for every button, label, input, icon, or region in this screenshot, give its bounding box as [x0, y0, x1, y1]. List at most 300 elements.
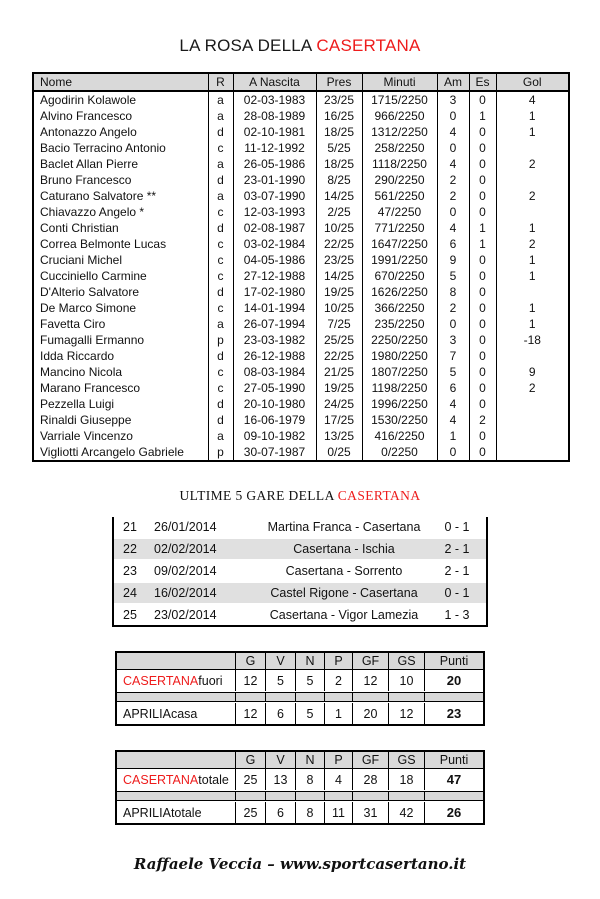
matches-heading [0, 488, 600, 504]
roster-cell: 2 [469, 412, 496, 428]
standings-team-cell [117, 769, 235, 790]
match-teams: Casertana - Ischia [293, 542, 395, 556]
roster-cell: 2250/2250 [362, 332, 437, 348]
roster-cell: 7 [437, 348, 469, 364]
standings-value-cell: 18 [388, 769, 424, 790]
roster-cell: 0 [469, 124, 496, 140]
roster-table [32, 72, 570, 462]
standings-header-cell: P [324, 653, 352, 669]
standings-points-cell: 23 [424, 703, 483, 724]
roster-cell: 7/25 [316, 316, 362, 332]
roster-header-cell: Am [437, 73, 469, 91]
roster-cell: 10/25 [316, 220, 362, 236]
roster-cell: 1 [496, 220, 569, 236]
roster-cell: 20-10-1980 [233, 396, 316, 412]
roster-cell: 14/25 [316, 268, 362, 284]
table-row [33, 300, 569, 316]
roster-cell: 9 [496, 364, 569, 380]
standings-value-cell: 2 [324, 670, 352, 691]
roster-cell: d [208, 220, 233, 236]
roster-cell: 25/25 [316, 332, 362, 348]
match-score: 1 - 3 [444, 608, 470, 622]
roster-cell: Vigliotti Arcangelo Gabriele [40, 445, 184, 459]
table-row [33, 348, 569, 364]
roster-cell: 1626/2250 [362, 284, 437, 300]
roster-cell: 2 [437, 300, 469, 316]
roster-cell: 27-05-1990 [233, 380, 316, 396]
roster-cell: 0 [469, 396, 496, 412]
standings-header-cell: N [295, 752, 324, 768]
roster-cell: 02-10-1981 [233, 124, 316, 140]
standings-value-cell: 25 [235, 769, 265, 790]
matches-heading-prefix: ULTIME 5 GARE DELLA [179, 488, 338, 503]
roster-cell: c [208, 252, 233, 268]
roster-cell: Marano Francesco [40, 381, 141, 395]
roster-cell: 08-03-1984 [233, 364, 316, 380]
roster-cell: 23-03-1982 [233, 332, 316, 348]
roster-cell: 561/2250 [362, 188, 437, 204]
roster-cell [496, 428, 569, 444]
table-row [33, 364, 569, 380]
match-score: 0 - 1 [444, 586, 470, 600]
standings-header-cell [117, 653, 235, 669]
roster-cell: 1 [469, 236, 496, 252]
standings-spacer-cell [235, 792, 265, 800]
roster-cell: c [208, 268, 233, 284]
roster-header [33, 73, 569, 91]
roster-cell [496, 444, 569, 461]
team-suffix: casa [170, 706, 198, 721]
roster-cell: 28-08-1989 [233, 108, 316, 124]
roster-cell: 0 [469, 284, 496, 300]
roster-cell: 3 [437, 332, 469, 348]
roster-cell: Mancino Nicola [40, 365, 123, 379]
roster-cell: 0 [437, 204, 469, 220]
roster-cell: D'Alterio Salvatore [40, 285, 139, 299]
match-row [114, 561, 486, 581]
match-row [114, 517, 486, 537]
roster-cell: 5/25 [316, 140, 362, 156]
roster-cell: 0 [437, 108, 469, 124]
roster-cell: 02-03-1983 [233, 91, 316, 108]
roster-header-cell: Nome [33, 73, 208, 91]
roster-cell: 19/25 [316, 380, 362, 396]
roster-cell: 0 [469, 140, 496, 156]
standings-table-total [115, 750, 485, 825]
roster-cell [496, 284, 569, 300]
roster-cell: 02-08-1987 [233, 220, 316, 236]
standings-value-cell: 6 [265, 703, 295, 724]
roster-cell: Antonazzo Angelo [40, 125, 137, 139]
roster-cell: 366/2250 [362, 300, 437, 316]
roster-cell: 0 [469, 444, 496, 461]
match-date: 26/01/2014 [154, 520, 217, 534]
roster-cell: 1996/2250 [362, 396, 437, 412]
match-teams: Casertana - Vigor Lamezia [269, 608, 419, 622]
page-title-prefix: LA ROSA DELLA [179, 36, 317, 55]
table-row [33, 156, 569, 172]
team-suffix: totale [170, 805, 202, 820]
roster-cell: 0 [469, 316, 496, 332]
standings-header-cell: GS [388, 653, 424, 669]
roster-cell: Correa Belmonte Lucas [40, 237, 167, 251]
roster-cell: Pezzella Luigi [40, 397, 115, 411]
matches-table [112, 517, 488, 627]
roster-cell: 1 [469, 108, 496, 124]
roster-cell: 24/25 [316, 396, 362, 412]
roster-cell: 258/2250 [362, 140, 437, 156]
table-row [33, 91, 569, 108]
table-row [33, 412, 569, 428]
roster-cell: 04-05-1986 [233, 252, 316, 268]
standings-value-cell: 13 [265, 769, 295, 790]
roster-cell: 235/2250 [362, 316, 437, 332]
roster-cell: 8 [437, 284, 469, 300]
roster-cell: 2 [496, 236, 569, 252]
roster-cell: 0 [469, 91, 496, 108]
standings-header-cell: GS [388, 752, 424, 768]
roster-cell: Rinaldi Giuseppe [40, 413, 132, 427]
matches-heading-team: CASERTANA [337, 488, 421, 503]
standings-value-cell: 20 [352, 703, 388, 724]
match-number: 23 [123, 564, 137, 578]
page-title [0, 36, 600, 56]
roster-cell: 26-05-1986 [233, 156, 316, 172]
roster-cell: 0 [469, 156, 496, 172]
match-date: 23/02/2014 [154, 608, 217, 622]
roster-cell: 4 [437, 412, 469, 428]
standings-spacer-cell [117, 792, 235, 800]
standings-header-cell [117, 752, 235, 768]
roster-cell: Agodirin Kolawole [40, 93, 137, 107]
roster-cell: 11-12-1992 [233, 140, 316, 156]
roster-cell: 1312/2250 [362, 124, 437, 140]
standings-value-cell: 12 [235, 703, 265, 724]
roster-cell: 1 [496, 108, 569, 124]
standings-spacer-cell [295, 792, 324, 800]
roster-cell: Baclet Allan Pierre [40, 157, 139, 171]
standings-spacer-cell [265, 792, 295, 800]
roster-cell: 26-12-1988 [233, 348, 316, 364]
table-row [33, 124, 569, 140]
roster-cell: Cucciniello Carmine [40, 269, 147, 283]
match-score: 0 - 1 [444, 520, 470, 534]
table-row [33, 268, 569, 284]
standings-spacer-row [117, 692, 483, 702]
team-name: CASERTANA [123, 772, 199, 787]
standings-value-cell: 6 [265, 802, 295, 823]
roster-cell: 18/25 [316, 156, 362, 172]
roster-header-cell: Gol [496, 73, 569, 91]
standings-spacer-cell [295, 693, 324, 701]
standings-header-cell: N [295, 653, 324, 669]
roster-cell: d [208, 412, 233, 428]
roster-cell: 0 [469, 188, 496, 204]
roster-cell [496, 172, 569, 188]
roster-cell: 0 [469, 348, 496, 364]
roster-cell: 23/25 [316, 91, 362, 108]
match-row [114, 583, 486, 603]
standings-value-cell: 28 [352, 769, 388, 790]
team-suffix: fuori [198, 673, 223, 688]
roster-cell: 0 [469, 428, 496, 444]
roster-cell: Chiavazzo Angelo * [40, 205, 145, 219]
roster-cell: 18/25 [316, 124, 362, 140]
standings-points-cell: 47 [424, 769, 483, 790]
roster-cell: 9 [437, 252, 469, 268]
standings-spacer-cell [424, 792, 483, 800]
standings-spacer-cell [388, 693, 424, 701]
roster-cell: 17/25 [316, 412, 362, 428]
standings-points-cell: 20 [424, 670, 483, 691]
roster-cell: a [208, 91, 233, 108]
roster-cell: d [208, 396, 233, 412]
roster-cell: 1 [496, 268, 569, 284]
roster-cell: 4 [437, 156, 469, 172]
match-teams: Casertana - Sorrento [285, 564, 403, 578]
roster-header-cell: A Nascita [233, 73, 316, 91]
match-number: 22 [123, 542, 137, 556]
standings-value-cell: 1 [324, 703, 352, 724]
standings-header-cell: V [265, 653, 295, 669]
roster-cell: 1 [496, 300, 569, 316]
roster-cell: 1991/2250 [362, 252, 437, 268]
roster-cell: 6 [437, 380, 469, 396]
table-row [33, 396, 569, 412]
roster-cell: 23-01-1990 [233, 172, 316, 188]
match-row [114, 539, 486, 559]
roster-cell: 23/25 [316, 252, 362, 268]
roster-cell: 09-10-1982 [233, 428, 316, 444]
roster-cell [496, 348, 569, 364]
roster-cell: 12-03-1993 [233, 204, 316, 220]
roster-header-row [33, 73, 569, 91]
roster-cell: 966/2250 [362, 108, 437, 124]
roster-cell: 1530/2250 [362, 412, 437, 428]
standings-spacer-cell [352, 693, 388, 701]
roster-cell: p [208, 332, 233, 348]
match-number: 24 [123, 586, 137, 600]
table-row [33, 220, 569, 236]
roster-cell: 21/25 [316, 364, 362, 380]
roster-cell: 670/2250 [362, 268, 437, 284]
roster-cell: 1118/2250 [362, 156, 437, 172]
match-number: 21 [123, 520, 137, 534]
standings-header-cell: Punti [424, 653, 483, 669]
roster-cell: 4 [437, 220, 469, 236]
standings-spacer-cell [424, 693, 483, 701]
standings-value-cell: 12 [235, 670, 265, 691]
roster-cell: 5 [437, 268, 469, 284]
roster-cell: 0 [437, 140, 469, 156]
roster-cell: c [208, 380, 233, 396]
roster-cell: Conti Christian [40, 221, 119, 235]
standings-row [117, 769, 483, 790]
roster-cell: d [208, 284, 233, 300]
roster-cell: 4 [496, 91, 569, 108]
roster-cell: 0 [437, 444, 469, 461]
roster-cell: Favetta Ciro [40, 317, 106, 331]
roster-cell: c [208, 364, 233, 380]
roster-cell: 2 [496, 188, 569, 204]
roster-cell: 1 [496, 124, 569, 140]
standings-spacer-row [117, 791, 483, 801]
roster-cell: 26-07-1994 [233, 316, 316, 332]
standings-header-cell: P [324, 752, 352, 768]
roster-cell: 47/2250 [362, 204, 437, 220]
table-row [33, 428, 569, 444]
roster-cell: a [208, 188, 233, 204]
roster-cell: 17-02-1980 [233, 284, 316, 300]
roster-cell: 771/2250 [362, 220, 437, 236]
match-teams: Martina Franca - Casertana [267, 520, 421, 534]
table-row [33, 284, 569, 300]
table-row [33, 172, 569, 188]
standings-value-cell: 5 [265, 670, 295, 691]
table-row [33, 252, 569, 268]
table-row [33, 444, 569, 461]
standings-header-cell: Punti [424, 752, 483, 768]
roster-cell: 03-07-1990 [233, 188, 316, 204]
roster-cell: 0 [437, 316, 469, 332]
table-row [33, 204, 569, 220]
roster-cell: 8/25 [316, 172, 362, 188]
roster-cell: Fumagalli Ermanno [40, 333, 145, 347]
standings-value-cell: 12 [352, 670, 388, 691]
team-name: CASERTANA [123, 673, 199, 688]
roster-cell: 0 [469, 252, 496, 268]
standings-value-cell: 5 [295, 703, 324, 724]
roster-cell: 10/25 [316, 300, 362, 316]
roster-cell: d [208, 348, 233, 364]
roster-cell: 1198/2250 [362, 380, 437, 396]
roster-cell: d [208, 124, 233, 140]
roster-cell: 1980/2250 [362, 348, 437, 364]
roster-cell: De Marco Simone [40, 301, 137, 315]
roster-cell: 2 [496, 380, 569, 396]
roster-cell: 03-02-1984 [233, 236, 316, 252]
roster-cell: 1 [437, 428, 469, 444]
roster-cell: Alvino Francesco [40, 109, 133, 123]
standings-value-cell: 10 [388, 670, 424, 691]
roster-cell: c [208, 204, 233, 220]
roster-cell: 1715/2250 [362, 91, 437, 108]
table-row [33, 236, 569, 252]
table-row [33, 140, 569, 156]
team-suffix: totale [198, 772, 229, 787]
team-name: APRILIA [123, 805, 171, 820]
roster-cell: Idda Riccardo [40, 349, 115, 363]
roster-cell: 6 [437, 236, 469, 252]
roster-cell [496, 204, 569, 220]
roster-cell: c [208, 300, 233, 316]
match-date: 16/02/2014 [154, 586, 217, 600]
match-row [114, 605, 486, 625]
roster-cell: 0 [469, 364, 496, 380]
standings-team-cell [117, 670, 235, 691]
roster-cell: 3 [437, 91, 469, 108]
standings-spacer-cell [324, 792, 352, 800]
roster-cell: a [208, 108, 233, 124]
roster-cell: a [208, 428, 233, 444]
standings-header-cell: G [235, 752, 265, 768]
roster-cell: d [208, 172, 233, 188]
roster-cell: Caturano Salvatore ** [40, 189, 157, 203]
standings-spacer-cell [265, 693, 295, 701]
standings-value-cell: 25 [235, 802, 265, 823]
roster-cell: -18 [496, 332, 569, 348]
standings-spacer-cell [117, 693, 235, 701]
roster-cell: 13/25 [316, 428, 362, 444]
standings-team-cell [117, 703, 235, 724]
page-title-team: CASERTANA [316, 36, 421, 55]
standings-points-cell: 26 [424, 802, 483, 823]
standings-value-cell: 11 [324, 802, 352, 823]
roster-cell: 0 [469, 332, 496, 348]
roster-cell: 1 [496, 316, 569, 332]
roster-cell: 2 [437, 188, 469, 204]
roster-cell: 0 [469, 300, 496, 316]
table-row [33, 316, 569, 332]
standings-value-cell: 4 [324, 769, 352, 790]
standings-row [117, 670, 483, 691]
table-row [33, 108, 569, 124]
standings-header-cell: V [265, 752, 295, 768]
standings-header-row [117, 653, 483, 670]
standings-spacer-cell [352, 792, 388, 800]
standings-header-cell: GF [352, 752, 388, 768]
roster-cell: a [208, 156, 233, 172]
roster-cell: Bacio Terracino Antonio [40, 141, 166, 155]
standings-value-cell: 8 [295, 769, 324, 790]
roster-cell: 19/25 [316, 284, 362, 300]
roster-cell: Cruciani Michel [40, 253, 123, 267]
roster-cell: 0/25 [316, 444, 362, 461]
roster-cell: p [208, 444, 233, 461]
standings-header-row [117, 752, 483, 769]
standings-spacer-cell [324, 693, 352, 701]
roster-header-cell: R [208, 73, 233, 91]
match-date: 09/02/2014 [154, 564, 217, 578]
roster-cell: 290/2250 [362, 172, 437, 188]
roster-cell: 27-12-1988 [233, 268, 316, 284]
standings-spacer-cell [388, 792, 424, 800]
roster-cell: 14/25 [316, 188, 362, 204]
roster-cell: 0 [469, 268, 496, 284]
table-row [33, 188, 569, 204]
roster-cell [496, 140, 569, 156]
standings-spacer-cell [235, 693, 265, 701]
roster-cell: 1807/2250 [362, 364, 437, 380]
roster-cell: 416/2250 [362, 428, 437, 444]
roster-body [33, 91, 569, 461]
standings-value-cell: 31 [352, 802, 388, 823]
roster-cell: a [208, 316, 233, 332]
roster-cell: 1 [469, 220, 496, 236]
match-number: 25 [123, 608, 137, 622]
standings-value-cell: 12 [388, 703, 424, 724]
roster-cell: 2/25 [316, 204, 362, 220]
roster-cell: 2 [437, 172, 469, 188]
match-score: 2 - 1 [444, 564, 470, 578]
standings-value-cell: 8 [295, 802, 324, 823]
roster-cell: 1647/2250 [362, 236, 437, 252]
roster-cell: 30-07-1987 [233, 444, 316, 461]
roster-cell: 1 [496, 252, 569, 268]
roster-cell: 5 [437, 364, 469, 380]
match-score: 2 - 1 [444, 542, 470, 556]
roster-cell [496, 396, 569, 412]
